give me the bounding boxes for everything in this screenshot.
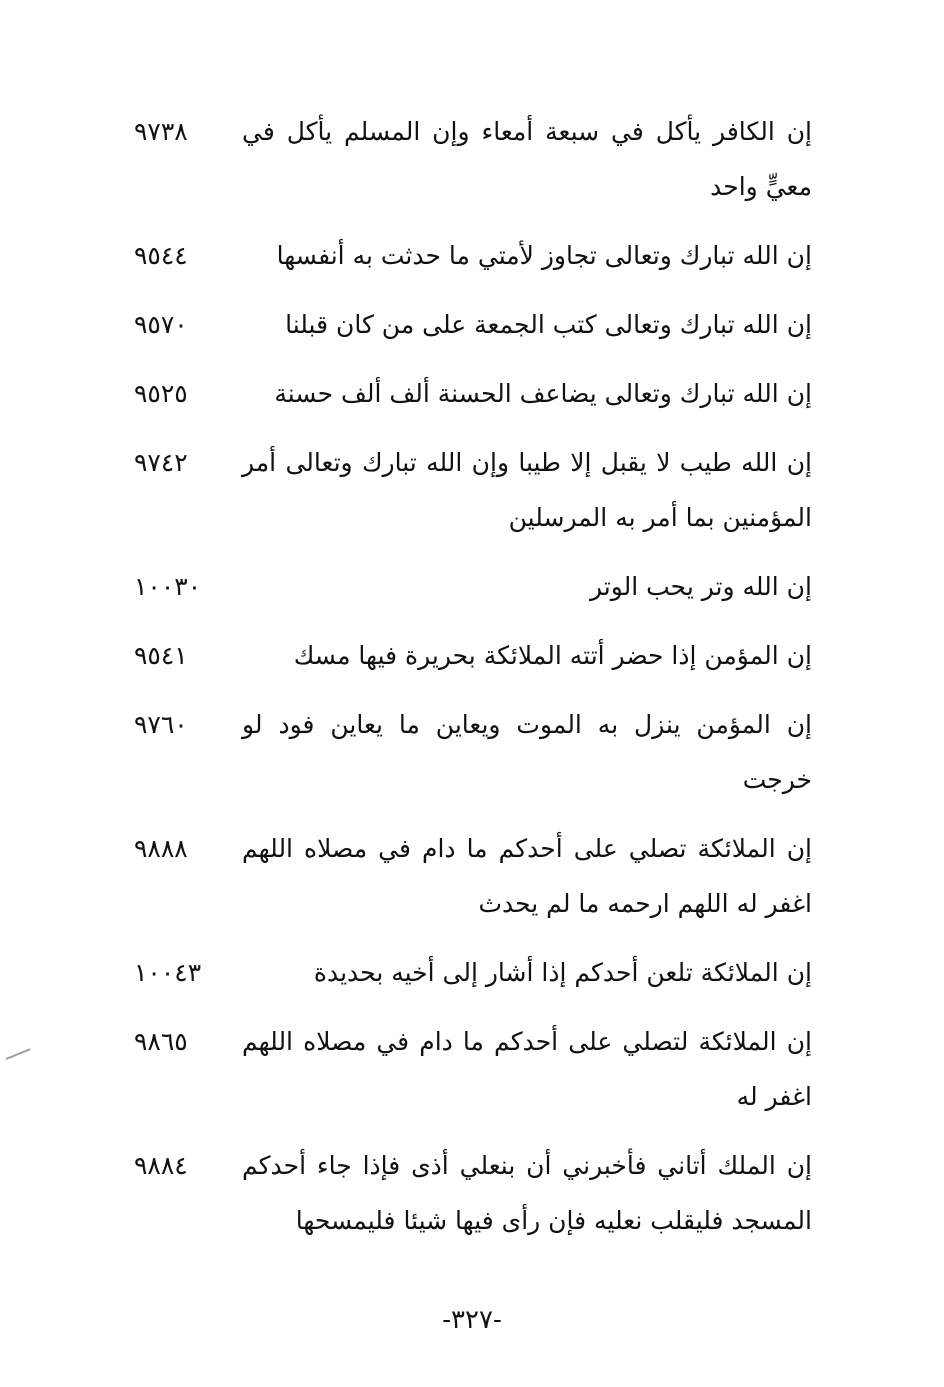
entry-number: ٩٧٣٨ [134, 117, 188, 146]
entry-text: إن الله تبارك وتعالى تجاوز لأمتي ما حدثت به أنفسها [276, 241, 812, 270]
page-number: -٣٢٧- [442, 1305, 502, 1335]
entry-number: ٩٧٤٢ [134, 448, 188, 477]
entry-text: إن الملائكة تلعن أحدكم إذا أشار إلى أخيه بحديدة [313, 958, 812, 987]
hadith-index-list [128, 104, 812, 1262]
index-entry [128, 104, 812, 214]
entry-text: إن الله تبارك وتعالى كتب الجمعة على من كان قبلنا [285, 310, 812, 339]
entry-number: ١٠٠٤٣ [134, 958, 202, 987]
entry-text: إن الله تبارك وتعالى يضاعف الحسنة ألف ألف حسنة [274, 379, 812, 408]
entry-text: إن الله طيب لا يقبل إلا طيبا وإن الله تبارك وتعالى أمر المؤمنين بما أمر به المرسلين [242, 448, 812, 532]
index-entry [128, 945, 812, 1000]
entry-number: ٩٨٨٤ [134, 1151, 188, 1180]
index-entry [128, 821, 812, 931]
scan-edge-mark [6, 1048, 31, 1060]
entry-text: إن الله وتر يحب الوتر [589, 572, 812, 601]
entry-text: إن المؤمن إذا حضر أتته الملائكة بحريرة فيها مسك [293, 641, 812, 670]
entry-number: ٩٥٧٠ [134, 310, 188, 339]
entry-text: إن الملائكة لتصلي على أحدكم ما دام في مصلاه اللهم اغفر له [242, 1027, 812, 1111]
entry-number: ٩٥٤٤ [134, 241, 188, 270]
entry-number: ٩٨٨٨ [134, 834, 188, 863]
index-entry [128, 228, 812, 283]
index-entry [128, 435, 812, 545]
index-entry [128, 366, 812, 421]
index-entry [128, 1138, 812, 1248]
entry-number: ٩٥٤١ [134, 641, 188, 670]
entry-text: إن الملائكة تصلي على أحدكم ما دام في مصلاه اللهم اغفر له اللهم ارحمه ما لم يحدث [242, 834, 812, 918]
index-entry [128, 697, 812, 807]
index-entry [128, 297, 812, 352]
entry-number: ١٠٠٣٠ [134, 572, 202, 601]
entry-number: ٩٧٦٠ [134, 710, 188, 739]
entry-number: ٩٥٢٥ [134, 379, 188, 408]
index-entry [128, 628, 812, 683]
index-entry [128, 1014, 812, 1124]
entry-number: ٩٨٦٥ [134, 1027, 188, 1056]
entry-text: إن المؤمن ينزل به الموت ويعاين ما يعاين فود لو خرجت [242, 710, 812, 794]
entry-text: إن الكافر يأكل في سبعة أمعاء وإن المسلم يأكل في معيٍّ واحد [242, 117, 812, 201]
entry-text: إن الملك أتاني فأخبرني أن بنعلي أذى فإذا جاء أحدكم المسجد فليقلب نعليه فإن رأى فيها شيئا فليمسحها [242, 1151, 812, 1235]
index-entry [128, 559, 812, 614]
